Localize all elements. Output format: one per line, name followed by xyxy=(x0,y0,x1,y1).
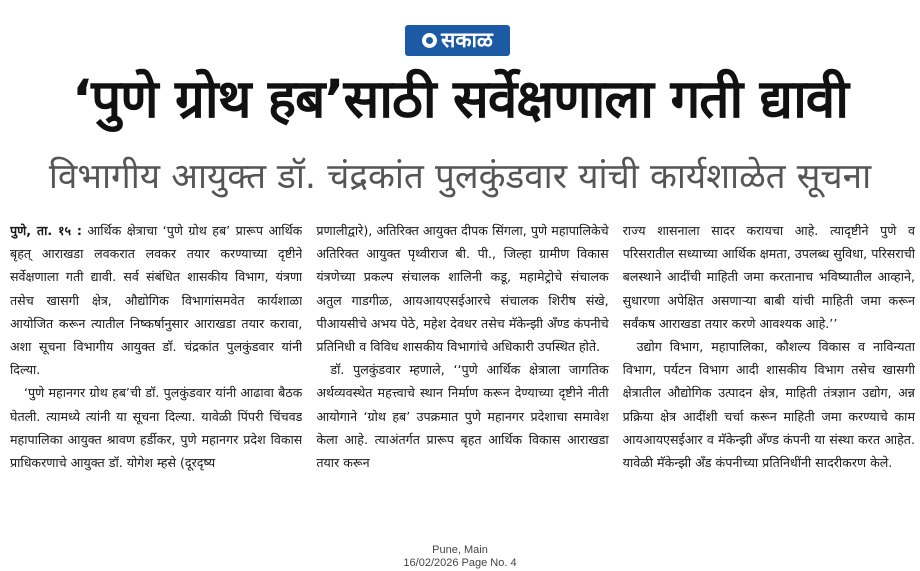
subheadline: विभागीय आयुक्त डॉ. चंद्रकांत पुलकुंडवार यांची कार्यशाळेत सूचना xyxy=(48,157,872,197)
article-paragraph: ‘पुणे महानगर ग्रोथ हब’ची डॉ. पुलकुंडवार यांनी आढावा बैठक घेतली. त्यामध्ये त्यांनी या सूचना दिल्या. यावेळी पिंपरी चिंचवड महापालिका आयुक्त श्रावण हर्डीकर, पुणे महानगर प्रदेश विकास प्राधिकरणाचे आयुक्त डॉ. योगेश म्हसे (दूरदृष्य xyxy=(10,385,303,471)
article-paragraph: राज्य शासनाला सादर करायचा आहे. त्यादृष्टीने पुणे व परिसरातील सध्याच्या आर्थिक क्षमता, उपलब्ध सुविधा, परिसराची बलस्थाने आदींची माहिती जमा करतानाच भविष्यातील आव्हाने, सुधारणा अपेक्षित असणाऱ्या बाबी यांची माहिती जमा करून सर्वंकष आराखडा तयार करणे आवश्यक आहे.’’ xyxy=(622,223,915,331)
masthead-name: सकाळ xyxy=(441,28,493,52)
paragraph-text: आर्थिक क्षेत्राचा ‘पुणे ग्रोथ हब’ प्रारूप आर्थिक बृहत्‌ आराखडा लवकरात लवकर तयार करण्याच्या दृष्टीने सर्वेक्षणाला गती द्यावी. सर्व संबंधित शासकीय विभाग, यंत्रणा तसेच खासगी क्षेत्र, औद्योगिक विभागांसमवेत कार्यशाळा आयोजित करून त्यातील निष्कर्षानुसार आराखडा तयार करावा, अशा सूचना विभागीय आयुक्त डॉ. चंद्रकांत पुलकुंडवार यांनी दिल्या. xyxy=(10,223,303,378)
edition-label: Pune, Main xyxy=(432,544,488,556)
article-column-1 xyxy=(10,219,302,519)
sakal-emblem-icon xyxy=(422,33,437,48)
article-paragraph: प्रणालीद्वारे), अतिरिक्त आयुक्त दीपक सिंगला, पुणे महापालिकेचे अतिरिक्त आयुक्त पृथ्वीराज बी. पी., जिल्हा ग्रामीण विकास यंत्रणेच्या प्रकल्प संचालक शालिनी कडू, महामेट्रोचे संचालक अतुल गाडगीळ, आयआयएसईआरचे संचालक शिरीष संखे, पीआयसीचे अभय पेठे, महेश देवधर तसेच मॅकेन्झी अँण्ड कंपनीचे प्रतिनिधी व विविध शासकीय विभागांचे अधिकारी उपस्थित होते. xyxy=(316,223,609,355)
date-page-label: 16/02/2026 Page No. 4 xyxy=(403,557,517,569)
article-paragraph xyxy=(10,219,302,381)
dateline: पुणे, ता. १५ : xyxy=(10,223,82,238)
article-body xyxy=(10,219,915,519)
article-column-2 xyxy=(316,219,608,519)
article-column-3 xyxy=(623,219,915,519)
article-paragraph: डॉ. पुलकुंडवार म्हणाले, ‘‘पुणे आर्थिक क्षेत्राला जागतिक अर्थव्यवस्थेत महत्त्वाचे स्थान निर्माण करून देण्याच्या दृष्टीने नीती आयोगाने ‘ग्रोथ हब’ उपक्रमात पुणे महानगर प्रदेशाचा समावेश केला आहे. त्याअंतर्गत प्रारूप बृहत आर्थिक विकास आराखडा तयार करून xyxy=(316,362,609,471)
page-footer xyxy=(0,544,920,570)
article-paragraph: उद्योग विभाग, महापालिका, कौशल्य विकास व नाविन्यता विभाग, पर्यटन विभाग आदी शासकीय विभाग तसेच खासगी क्षेत्रातील औद्योगिक उत्पादन क्षेत्र, माहिती तंत्रज्ञान उद्योग, अन्न प्रक्रिया क्षेत्र आदींशी चर्चा करून माहिती जमा करण्याचे काम आयआयएसईआर व मॅकेन्झी अँण्ड कंपनी या संस्था करत आहेत. यावेळी मॅकेन्झी अँड कंपनीच्या प्रतिनिधींनी सादरीकरण केले. xyxy=(622,339,915,471)
headline: ‘पुणे ग्रोथ हब’साठी सर्वेक्षणाला गती द्यावी xyxy=(71,69,848,130)
masthead-logo xyxy=(405,25,510,56)
